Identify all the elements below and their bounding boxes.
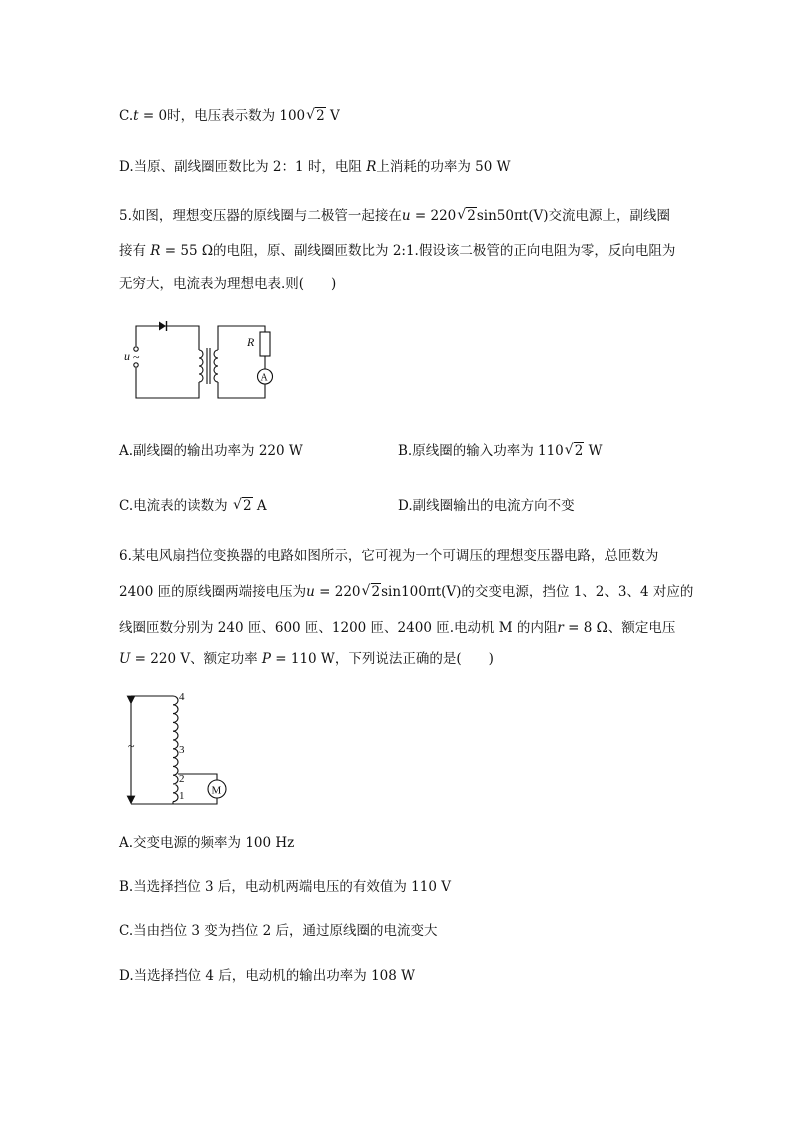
tap-4-label: 4 (179, 691, 185, 703)
q5-circuit-diagram (119, 318, 279, 408)
q6-stem-line1: 6.某电风扇挡位变换器的电路如图所示，它可视为一个可调压的理想变压器电路，总匝数为 (119, 548, 659, 564)
q5-option-c: C.电流表的读数为 √ 2 A (119, 496, 267, 516)
tap-2-label: 2 (179, 773, 185, 785)
q5-stem-line2: 接有 R = 55 Ω的电阻，原、副线圈匝数比为 2:1.假设该二极管的正向电阻为零，反向电阻为 (119, 243, 676, 259)
q5-option-d: D.副线圈输出的电流方向不变 (398, 498, 575, 514)
q6-circuit-diagram (119, 688, 239, 810)
q6-stem-line4: U = 220 V、额定功率 P = 110 W，下列说法正确的是( ) (119, 651, 494, 667)
motor-label: M (211, 784, 222, 797)
r-label: R (247, 335, 255, 349)
q6-option-b: B.当选择挡位 3 后，电动机两端电压的有效值为 110 V (119, 879, 451, 895)
q6-option-a: A.交变电源的频率为 100 Hz (119, 835, 295, 851)
q6-stem-line3: 线圈匝数分别为 240 匝、600 匝、1200 匝、2400 匝.电动机 M 的内阻r = 8 Ω、额定电压 (119, 620, 676, 636)
tap-1-label: 1 (179, 790, 185, 802)
q5-stem-line1: 5.如图，理想变压器的原线圈与二极管一起接在u = 220√ 2sin50πt(V)交流电源上，副线圈 (119, 206, 670, 226)
q5-stem-line3: 无穷大，电流表为理想电表.则( ) (119, 276, 337, 292)
sqrt-symbol: √ 2 (306, 106, 326, 126)
tilde-label: ~ (133, 350, 140, 364)
q4-option-c: C.t = 0时，电压表示数为 100√ 2 V (119, 106, 340, 126)
q5-option-a: A.副线圈的输出功率为 220 W (119, 443, 303, 459)
diode-symbol (159, 321, 167, 331)
q6-option-d: D.当选择挡位 4 后，电动机的输出功率为 108 W (119, 968, 416, 984)
q5-option-b: B.原线圈的输入功率为 110√ 2 W (398, 441, 603, 461)
tilde-label: ~ (128, 739, 135, 753)
ammeter-label: A (260, 372, 268, 384)
q6-stem-line2: 2400 匝的原线圈两端接电压为u = 220√ 2sin100πt(V)的交变电源，挡位 1、2、3、4 对应的 (119, 582, 693, 602)
q6-option-c: C.当由挡位 3 变为挡位 2 后，通过原线圈的电流变大 (119, 923, 438, 939)
u-label: u (124, 349, 130, 363)
tap-3-label: 3 (179, 744, 185, 756)
q4-option-d: D.当原、副线圈匝数比为 2：1 时，电阻 R上消耗的功率为 50 W (119, 159, 511, 175)
